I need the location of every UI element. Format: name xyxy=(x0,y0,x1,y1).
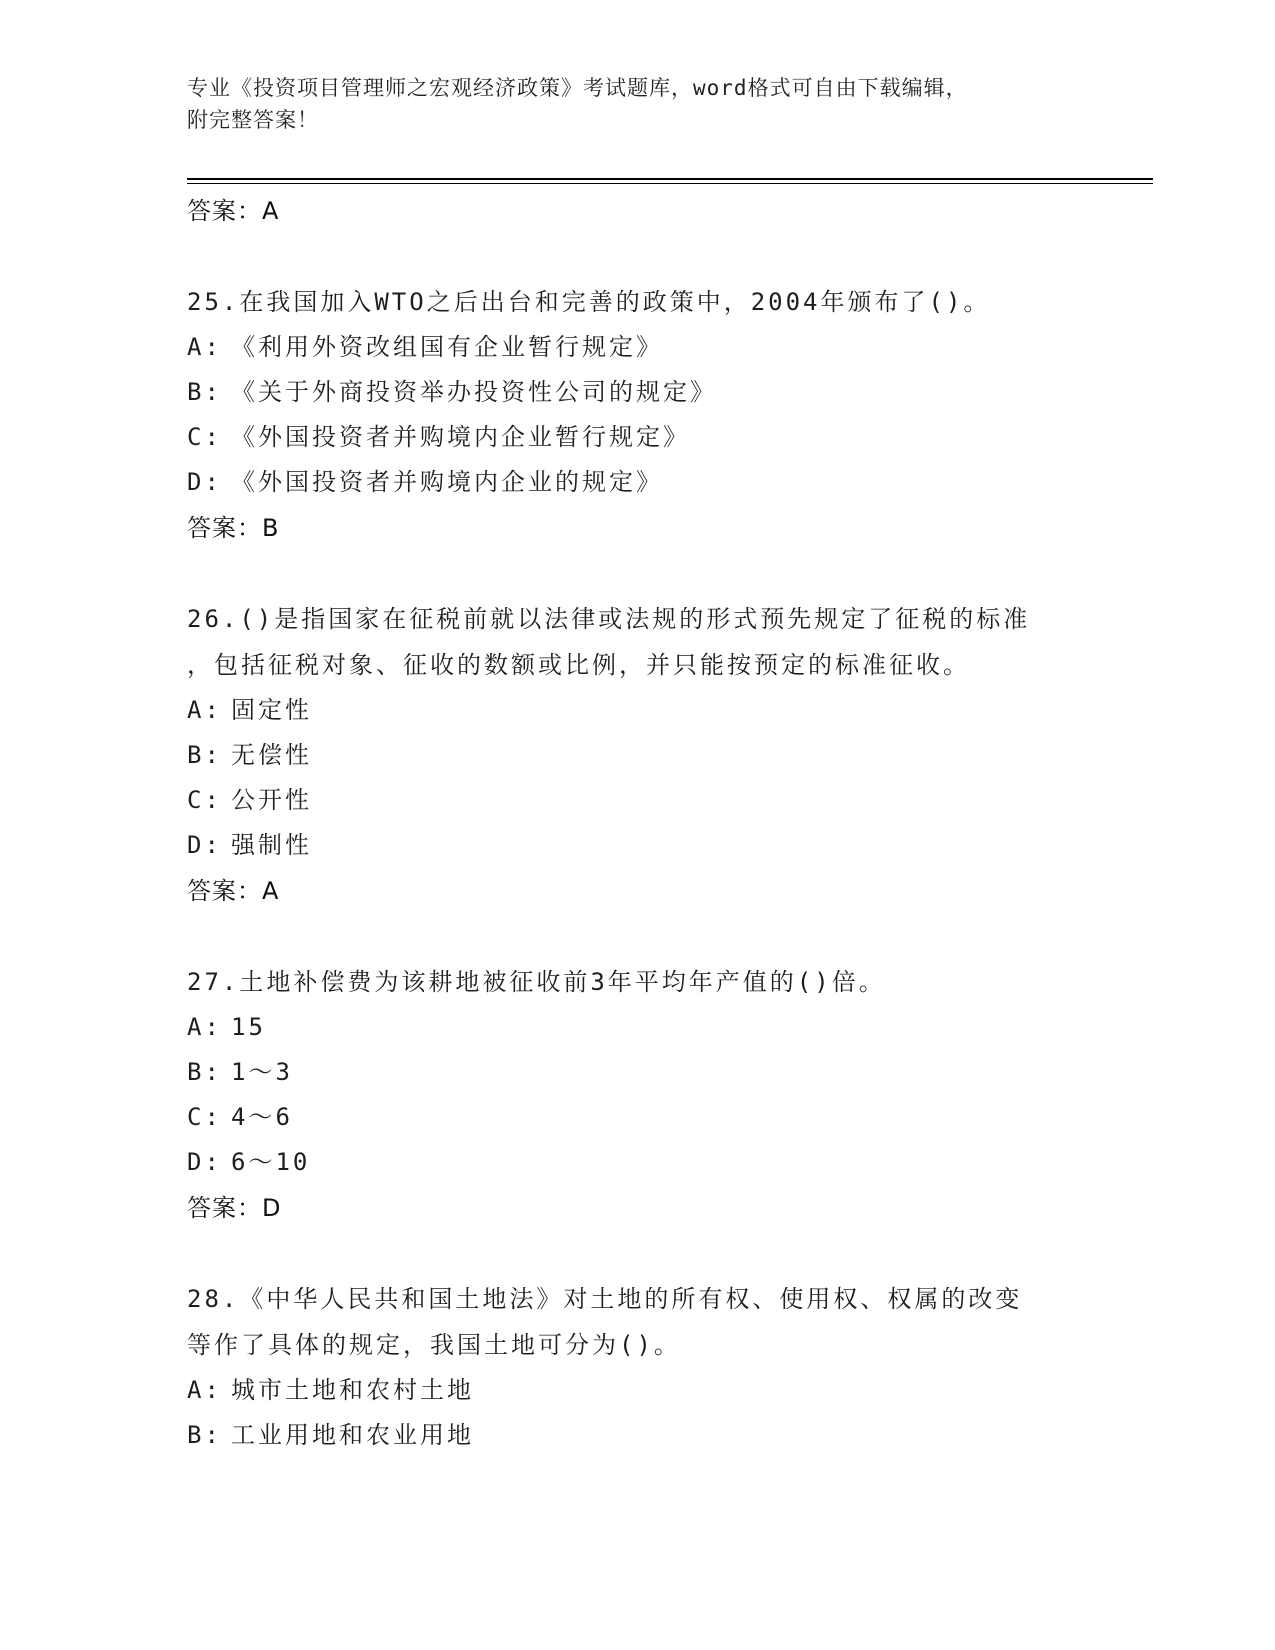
option-letter: A: xyxy=(187,696,222,724)
question-25-option-c xyxy=(187,415,1087,460)
question-26-option-a xyxy=(187,688,1087,733)
question-list xyxy=(187,188,1087,1458)
option-text: 4～6 xyxy=(231,1103,293,1131)
option-text: 工业用地和农业用地 xyxy=(231,1421,474,1449)
question-25-option-b xyxy=(187,370,1087,415)
header-line-2: 附完整答案！ xyxy=(187,108,319,132)
header-divider-thin xyxy=(187,183,1153,184)
option-letter: C: xyxy=(187,423,222,451)
question-25-option-a xyxy=(187,325,1087,370)
option-text: 强制性 xyxy=(231,831,312,859)
option-letter: B: xyxy=(187,1058,222,1086)
option-letter: B: xyxy=(187,741,222,769)
question-spacer xyxy=(187,1231,1087,1276)
option-letter: C: xyxy=(187,1103,222,1131)
question-27-option-a xyxy=(187,1005,1087,1050)
option-letter: A: xyxy=(187,1376,222,1404)
question-27-answer: 答案：D xyxy=(187,1194,282,1222)
option-text: 固定性 xyxy=(231,696,312,724)
option-letter: D: xyxy=(187,831,222,859)
question-28-text-line-1: 28.《中华人民共和国土地法》对土地的所有权、使用权、权属的改变 xyxy=(187,1285,1023,1313)
question-26-option-d xyxy=(187,823,1087,868)
option-text: 无偿性 xyxy=(231,741,312,769)
question-26-text-line-2: ，包括征税对象、征收的数额或比例，并只能按预定的标准征收。 xyxy=(187,651,970,679)
question-28-text-line-2: 等作了具体的规定，我国土地可分为()。 xyxy=(187,1331,681,1359)
option-text: 公开性 xyxy=(231,786,312,814)
question-26-option-c xyxy=(187,778,1087,823)
question-spacer xyxy=(187,234,1087,279)
question-28 xyxy=(187,1276,1087,1458)
question-25-text: 25.在我国加入WTO之后出台和完善的政策中，2004年颁布了()。 xyxy=(187,288,991,316)
question-25 xyxy=(187,279,1087,551)
header-divider-thick xyxy=(187,178,1153,180)
question-25-option-d xyxy=(187,460,1087,505)
option-text: 《关于外商投资举办投资性公司的规定》 xyxy=(231,378,717,406)
option-letter: D: xyxy=(187,1148,222,1176)
question-27-option-b xyxy=(187,1050,1087,1095)
question-26-text-line-1: 26.()是指国家在征税前就以法律或法规的形式预先规定了征税的标准 xyxy=(187,605,1031,633)
answer-previous: 答案：A xyxy=(187,197,280,225)
question-27-option-d xyxy=(187,1140,1087,1185)
option-text: 1～3 xyxy=(231,1058,293,1086)
option-text: 6～10 xyxy=(231,1148,311,1176)
question-25-answer: 答案：B xyxy=(187,514,280,542)
option-letter: B: xyxy=(187,1421,222,1449)
option-text: 《利用外资改组国有企业暂行规定》 xyxy=(231,333,663,361)
header-line-1: 专业《投资项目管理师之宏观经济政策》考试题库，word格式可自由下载编辑， xyxy=(187,76,968,100)
option-letter: B: xyxy=(187,378,222,406)
question-26-answer: 答案：A xyxy=(187,877,280,905)
question-26-option-b xyxy=(187,733,1087,778)
document-header xyxy=(187,72,1087,136)
option-letter: C: xyxy=(187,786,222,814)
question-27-option-c xyxy=(187,1095,1087,1140)
option-text: 《外国投资者并购境内企业暂行规定》 xyxy=(231,423,690,451)
option-text: 15 xyxy=(231,1013,266,1041)
option-text: 城市土地和农村土地 xyxy=(231,1376,474,1404)
option-text: 《外国投资者并购境内企业的规定》 xyxy=(231,468,663,496)
option-letter: A: xyxy=(187,1013,222,1041)
question-27 xyxy=(187,959,1087,1231)
option-letter: D: xyxy=(187,468,222,496)
question-28-option-a xyxy=(187,1368,1087,1413)
question-spacer xyxy=(187,914,1087,959)
question-spacer xyxy=(187,551,1087,596)
question-27-text: 27.土地补偿费为该耕地被征收前3年平均年产值的()倍。 xyxy=(187,968,886,996)
option-letter: A: xyxy=(187,333,222,361)
question-28-option-b xyxy=(187,1413,1087,1458)
question-26 xyxy=(187,596,1087,914)
